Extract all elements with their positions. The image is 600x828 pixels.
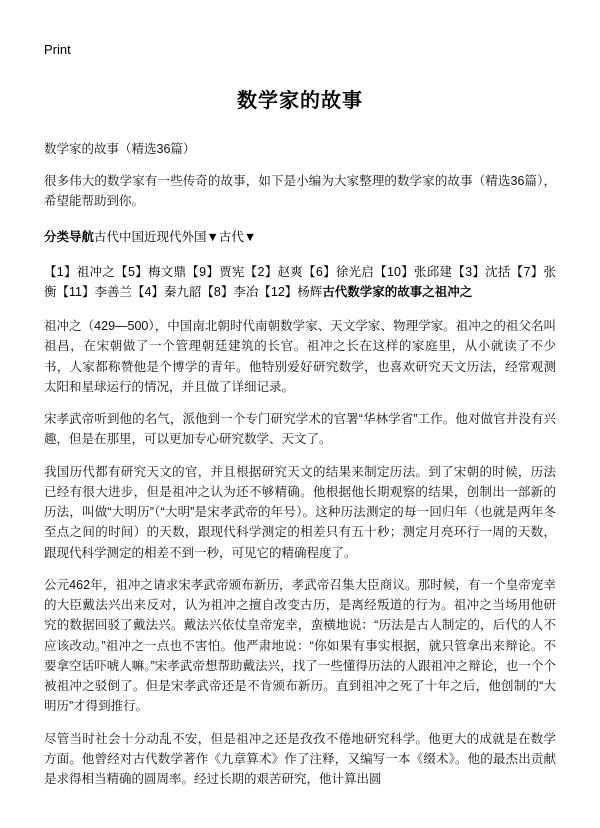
article-links-list[interactable]: 【1】祖冲之【5】梅文鼎【9】贾宪【2】赵爽【6】徐光启【10】张邱建【3】沈括【7】张衡【11】李善兰【4】秦九韶【8】李冶【12】杨辉	[44, 264, 556, 299]
article-links	[44, 262, 556, 303]
print-button[interactable]: Print	[44, 42, 71, 57]
category-nav-label: 分类导航	[44, 230, 95, 245]
document-intro: 很多伟大的数学家有一些传奇的故事，如下是小编为大家整理的数学家的故事（精选36篇），希望能帮助到你。	[44, 173, 556, 209]
category-nav	[44, 227, 556, 247]
document-subtitle: 数学家的故事（精选36篇）	[44, 141, 196, 156]
paragraph-4: 公元462年，祖冲之请求宋孝武帝颁布新历，孝武帝召集大臣商议。那时候，有一个皇帝宠幸的大臣戴法兴出来反对，认为祖冲之擅自改变古历，是离经叛道的行为。祖冲之当场用他研究的数据回驳了戴法兴。戴法兴依仗皇帝宠幸，蛮横地说：“历法是古人制定的，后代的人不应该改动。”祖冲之一点也不害怕。他严肃地说：“你如果有事实根据，就只管拿出来辩论。不要拿空话吓唬人嘛。”宋孝武帝想帮助戴法兴，找了一些懂得历法的人跟祖冲之辩论，也一个个被祖冲之驳倒了。但是宋孝武帝还是不肯颁布新历。直到祖冲之死了十年之后，他创制的“大明历”才得到推行。	[44, 577, 556, 714]
article-heading: 古代数学家的故事之祖冲之	[322, 284, 473, 299]
category-nav-items: 古代中国近现代外国▼古代▼	[94, 230, 257, 245]
paragraph-5: 尽管当时社会十分动乱不安，但是祖冲之还是孜孜不倦地研究科学。他更大的成就是在数学方面。他曾经对古代数学著作《九章算术》作了注释，又编写一本《缀术》。他的最杰出贡献是求得相当精确的圆周率。经过长期的艰苦研究，他计算出圆	[44, 731, 556, 787]
paragraph-3: 我国历代都有研究天文的官，并且根据研究天文的结果来制定历法。到了宋朝的时候，历法已经有很大进步，但是祖冲之认为还不够精确。他根据他长期观察的结果，创制出一部新的历法，叫做“大明历”（“大明”是宋孝武帝的年号）。这种历法测定的每一回归年（也就是两年冬至点之间的时间）的天数，跟现代科学测定的相差只有五十秒；测定月亮环行一周的天数，跟现代科学测定的相差不到一秒，可见它的精确程度了。	[44, 464, 556, 560]
page-title: 数学家的故事	[237, 89, 363, 112]
paragraph-2: 宋孝武帝听到他的名气，派他到一个专门研究学术的官署“华林学省”工作。他对做官并没有兴趣，但是在那里，可以更加专心研究数学、天文了。	[44, 412, 556, 447]
paragraph-1: 祖冲之（429—500），中国南北朝时代南朝数学家、天文学家、物理学家。祖冲之的祖父名叫祖昌，在宋朝做了一个管理朝廷建筑的长官。祖冲之长在这样的家庭里，从小就读了不少书，人家都称赞他是个博学的青年。他特别爱好研究数学，也喜欢研究天文历法，经常观测太阳和星球运行的情况，并且做了详细记录。	[44, 319, 556, 394]
